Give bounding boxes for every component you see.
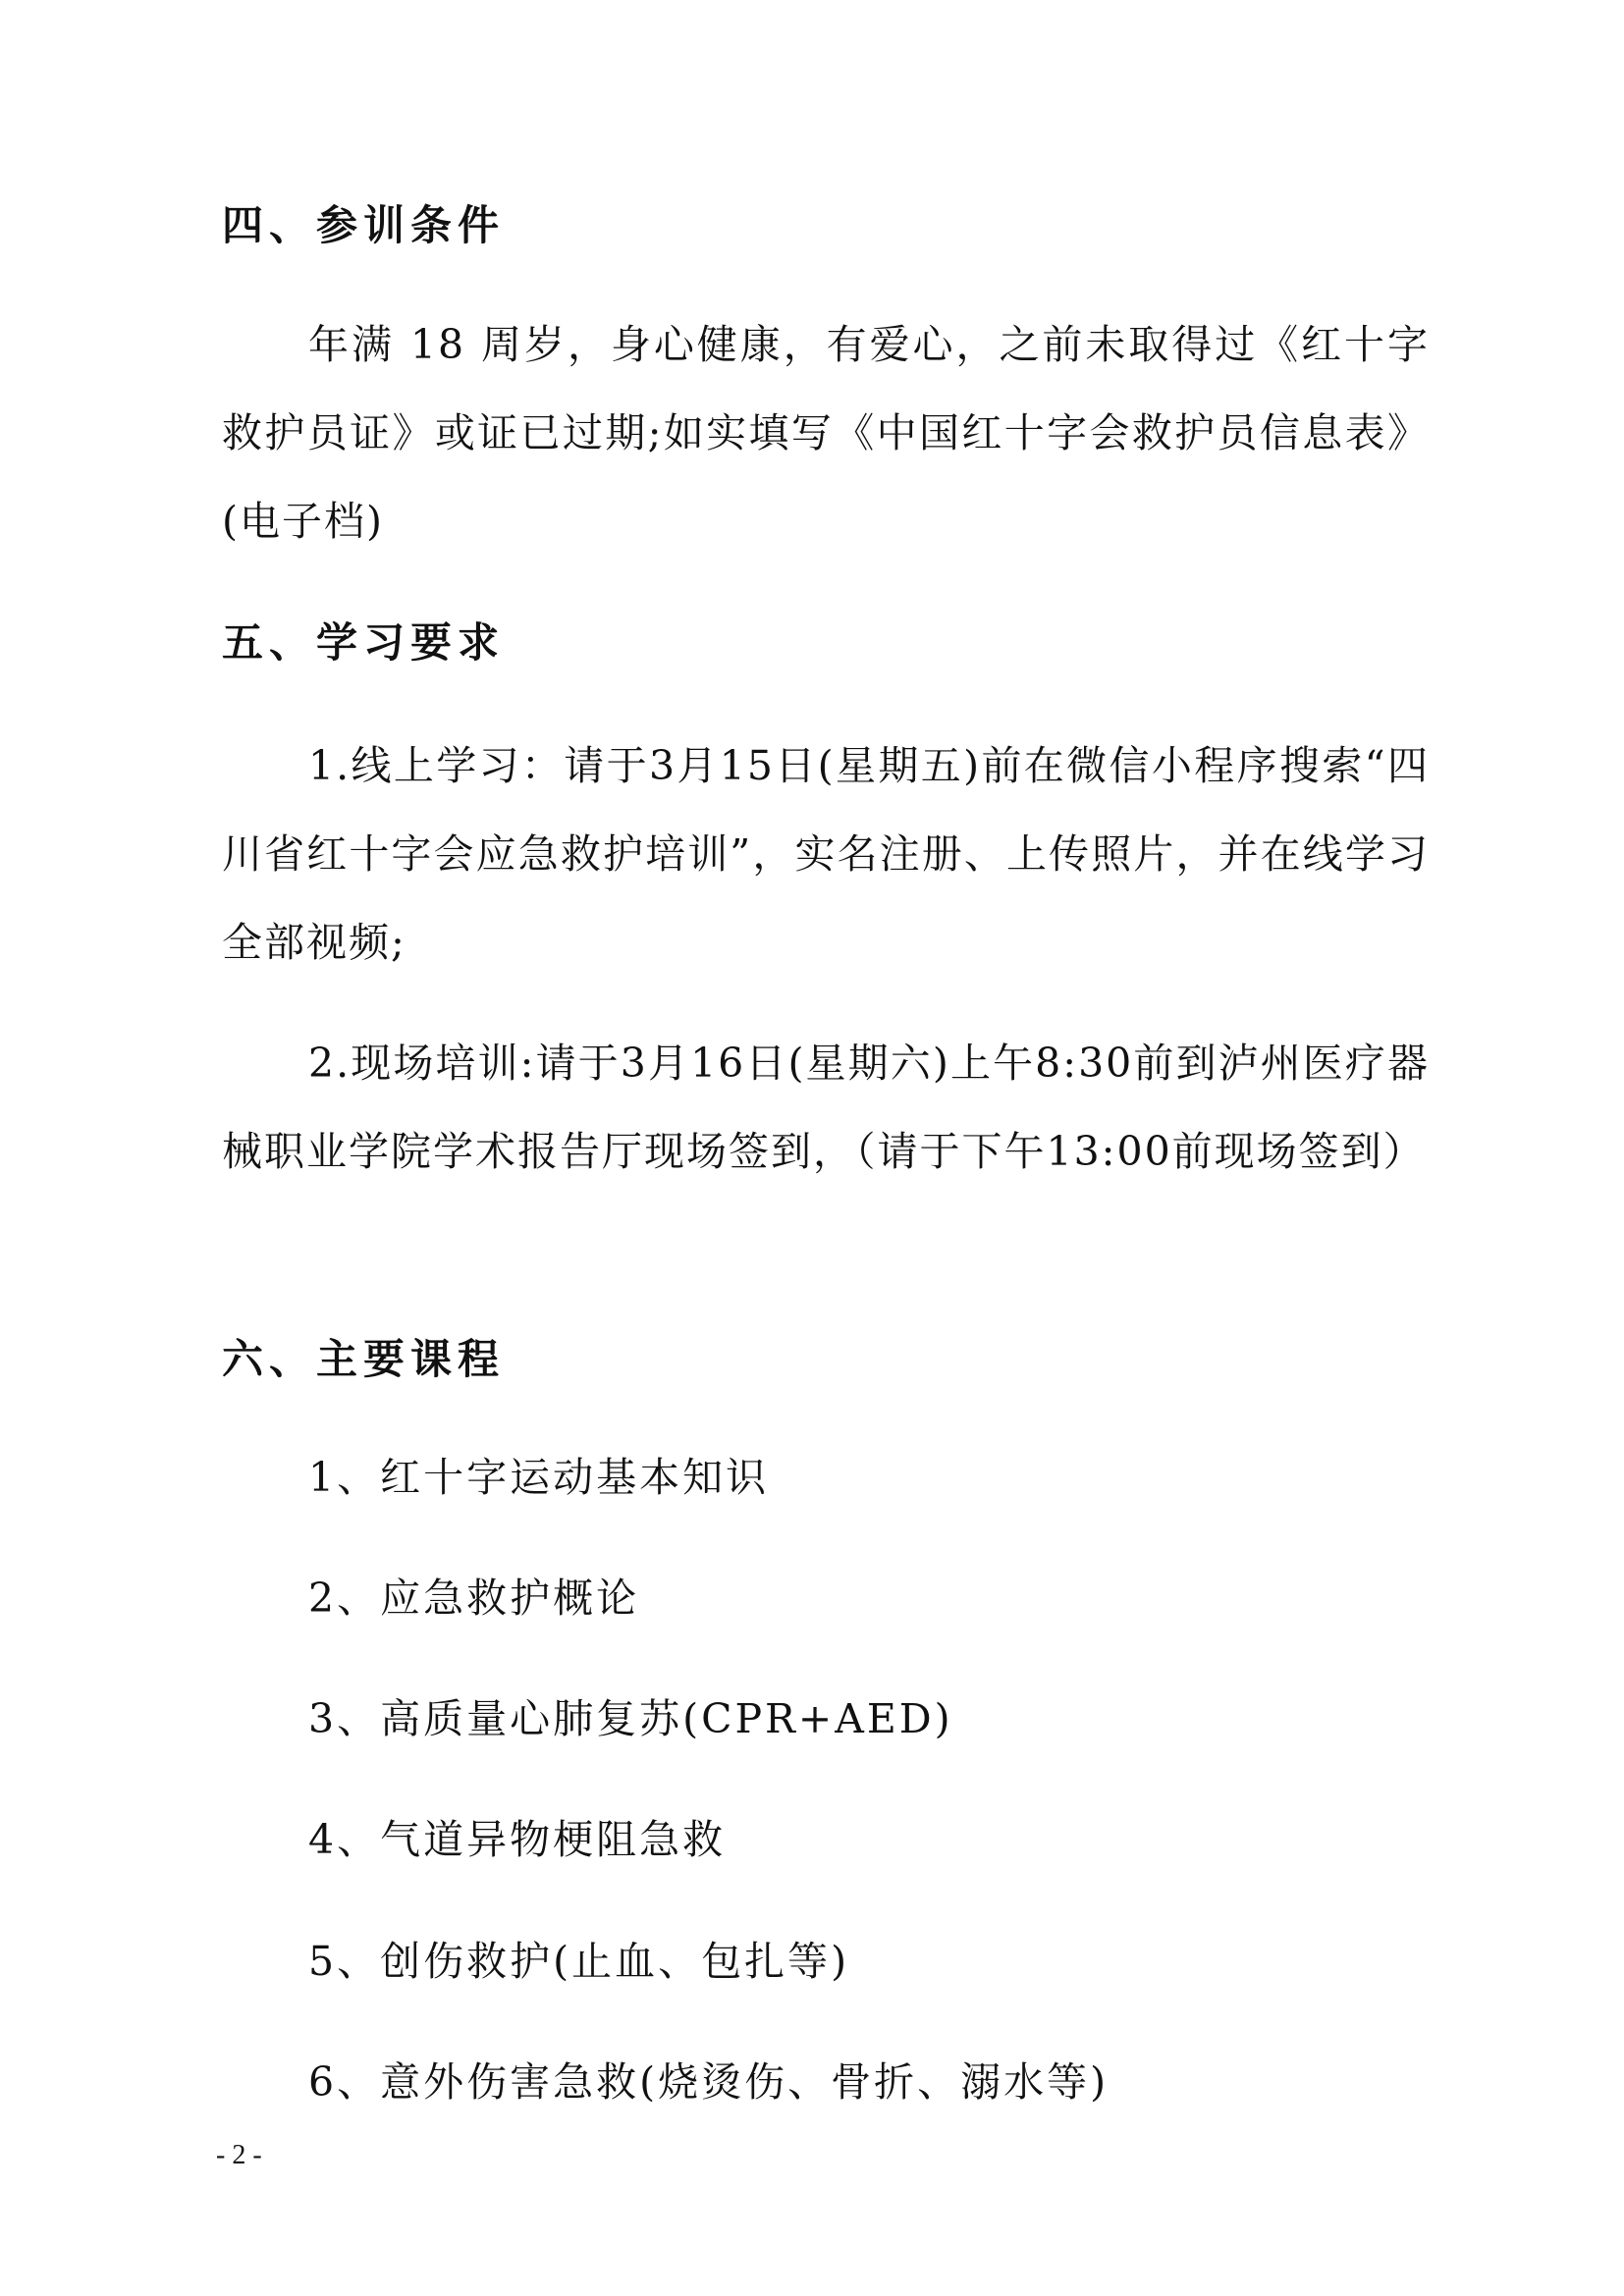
section-heading-training-conditions: 四、参训条件 xyxy=(222,201,506,249)
section-heading-study-requirements: 五、学习要求 xyxy=(222,618,506,667)
course-item: 4、气道异物梗阻急救 xyxy=(308,1816,727,1863)
study-requirement-online: 1.线上学习：请于3月15日(星期五)前在微信小程序搜索“四川省红十字会应急救护培训”，实名注册、上传照片，并在线学习全部视频; xyxy=(222,742,1430,966)
study-requirement-onsite: 2.现场培训:请于3月16日(星期六)上午8:30前到泸州医疗器械职业学院学术报告厅现场签到，（请于下午13:00前现场签到） xyxy=(222,1040,1430,1175)
course-item: 6、意外伤害急救(烧烫伤、骨折、溺水等) xyxy=(308,2058,1110,2106)
course-item: 3、高质量心肺复苏(CPR+AED) xyxy=(308,1695,953,1742)
page-number: - 2 - xyxy=(216,2140,262,2170)
course-item: 1、红十字运动基本知识 xyxy=(308,1454,770,1501)
section-heading-main-courses: 六、主要课程 xyxy=(222,1335,506,1383)
course-item: 2、应急救护概论 xyxy=(308,1575,640,1622)
training-conditions-paragraph: 年满 18 周岁，身心健康，有爱心，之前未取得过《红十字救护员证》或证已过期;如实填写《中国红十字会救护员信息表》(电子档) xyxy=(222,321,1430,545)
course-item: 5、创伤救护(止血、包扎等) xyxy=(308,1938,850,1985)
